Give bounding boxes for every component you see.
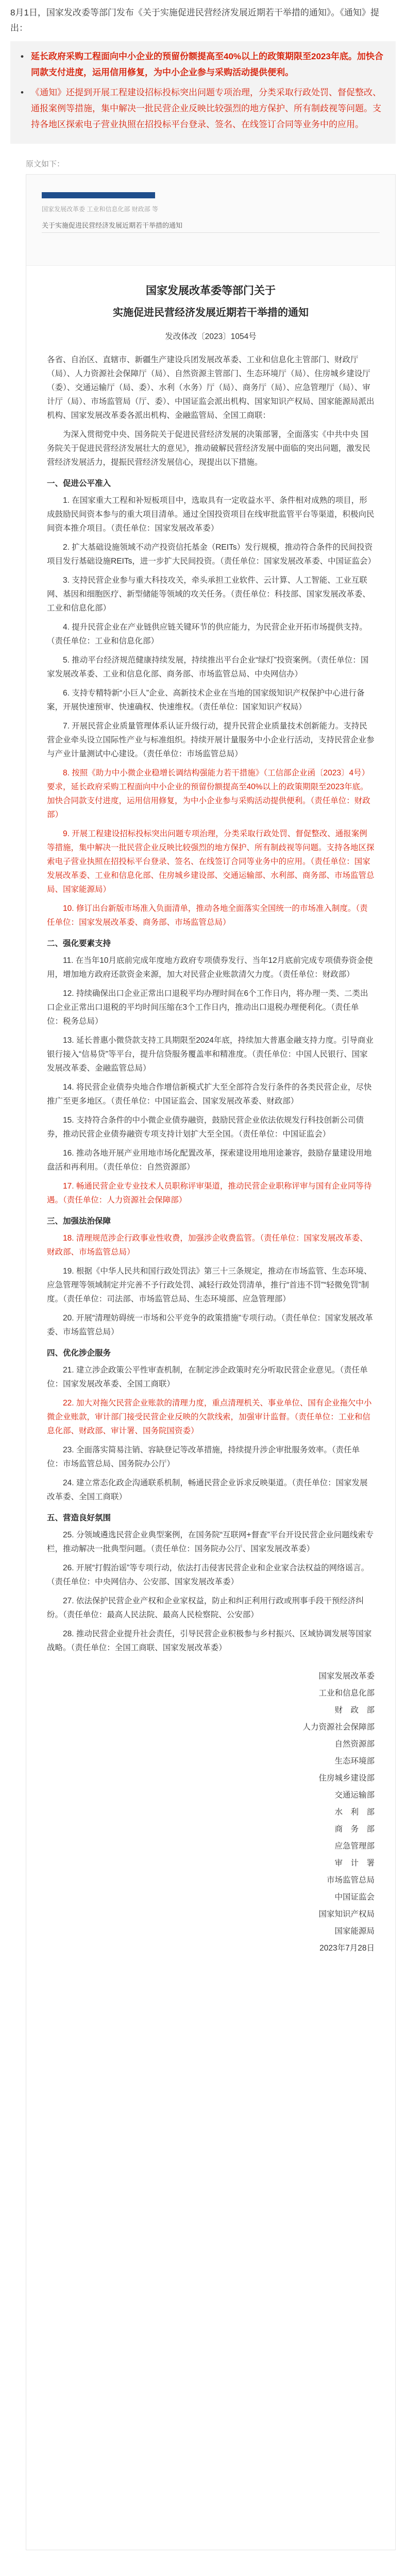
clause: 25. 分领域遴选民营企业典型案例，在国务院“互联网+督查”平台开设民营企业问题线索专栏，推动解决一批典型问题。（责任单位：国务院办公厅、国家发展改革委）	[47, 1531, 374, 1553]
clause: 27. 依法保护民营企业产权和企业家权益，防止和纠正利用行政或刑事手段干预经济纠纷。（责任单位：最高人民法院、最高人民检察院、公安部）	[47, 1597, 364, 1619]
clause-highlighted: 17. 畅通民营企业专业技术人员职称评审渠道，推动民营企业职称评审与国有企业同等待遇。（责任单位：人力资源社会保障部）	[47, 1182, 372, 1205]
clause: 23. 全面落实简易注销、容缺登记等改革措施，持续提升涉企审批服务效率。（责任单位：市场监管总局、国务院办公厅）	[47, 1446, 360, 1468]
clause: 15. 支持符合条件的中小微企业债券融资，鼓励民营企业依法依规发行科技创新公司债券，推动民营企业债券融资专项支持计划扩大至全国。（责任单位：中国证监会）	[47, 1116, 364, 1139]
signature-line: 人力资源社会保障部	[302, 1723, 375, 1732]
signature-line: 住房城乡建设部	[318, 1774, 375, 1783]
header-subtitle: 关于实施促进民营经济发展近期若干举措的通知	[42, 222, 183, 229]
intro-paragraph	[10, 5, 396, 36]
doc-title-line2: 实施促进民营经济发展近期若干举措的通知	[113, 307, 309, 318]
signature-line: 商 务 部	[334, 1825, 375, 1834]
signature-line: 自然资源部	[334, 1740, 375, 1749]
callout-box	[10, 41, 396, 144]
document-date: 2023年7月28日	[319, 1944, 375, 1953]
clause: 20. 开展“清理妨碍统一市场和公平竞争的政策措施”专项行动。（责任单位：国家发展改革委、市场监管总局）	[47, 1314, 373, 1336]
clause: 7. 开展民营企业质量管理体系认证升级行动，提升民营企业质量技术创新能力。支持民营企业牵头设立国际性产业与标准组织。持续开展计量服务中小企业行活动，支持民营企业参与产业计量测试中心建设。（责任单位：市场监管总局）	[47, 722, 375, 758]
clause: 19. 根据《中华人民共和国行政处罚法》第三十三条规定，推动在市场监管、生态环境、应急管理等领域制定并完善不予行政处罚、减轻行政处罚清单，推行“首违不罚”“轻微免罚”制度。（责任单位：司法部、市场监管总局、生态环境部、应急管理部）	[47, 1267, 372, 1303]
clause: 4. 提升民营企业在产业链供应链关键环节的供应能力，为民营企业开拓市场提供支持。（责任单位：工业和信息化部）	[47, 623, 367, 646]
signature-line: 国家知识产权局	[318, 1910, 375, 1919]
preamble: 为深入贯彻党中央、国务院关于促进民营经济发展的决策部署，全面落实《中共中央 国务院关于促进民营经济发展壮大的意见》，推动破解民营经济发展中面临的突出问题，激发民营经济发展活力，提振民营经济发展信心，现提出以下措施。	[47, 430, 370, 467]
clause: 13. 延长普惠小微贷款支持工具期限至2024年底，持续加大普惠金融支持力度。引导商业银行接入“信易贷”等平台，提升信贷服务覆盖率和精准度。（责任单位：中国人民银行、国家发展改革委、金融监管总局）	[47, 1036, 374, 1073]
signature-line: 国家能源局	[334, 1927, 375, 1936]
document-image	[26, 174, 396, 2550]
signature-line: 水 利 部	[334, 1808, 375, 1817]
clause: 24. 建立常态化政企沟通联系机制，畅通民营企业诉求反映渠道。（责任单位：国家发展改革委、全国工商联）	[47, 1479, 368, 1501]
clause: 16. 推动各地开展产业用地市场化配置改革，探索建设用地用途兼容，鼓励存量建设用地盘活和再利用。（责任单位：自然资源部）	[47, 1149, 372, 1172]
document-body	[26, 266, 395, 1974]
document-header	[26, 175, 395, 266]
header-divider	[42, 232, 380, 233]
source-label: 原文如下：	[26, 160, 65, 168]
header-meta: 国家发展改革委 工业和信息化部 财政部 等	[42, 206, 159, 213]
callout-item: • 延长政府采购工程面向中小企业的预留份额提高至40%以上的政策期限至2023年底。加快合同款支付进度，运用信用修复，为中小企业参与采购活动提供便利。	[20, 48, 386, 80]
signature-line: 审 计 署	[334, 1859, 375, 1868]
intro-lead: 8月1日，国家发改委等部门发布《关于实施促进民营经济发展近期若干举措的通知》。《通知》提出：	[10, 8, 379, 33]
signature-line: 国家发展改革委	[318, 1672, 375, 1681]
clause: 5. 推动平台经济规范健康持续发展，持续推出平台企业“绿灯”投资案例。（责任单位：国家发展改革委、工业和信息化部、商务部、市场监管总局、中央网信办）	[47, 656, 369, 679]
section-heading: 二、强化要素支持	[47, 939, 111, 948]
signature-line: 工业和信息化部	[318, 1689, 375, 1698]
clause: 28. 推动民营企业提升社会责任，引导民营企业积极参与乡村振兴、区域协调发展等国家战略。（责任单位：全国工商联、国家发展改革委）	[47, 1630, 372, 1652]
signature-line: 市场监管总局	[326, 1876, 375, 1885]
doc-title-line1: 国家发展改革委等部门关于	[146, 285, 276, 297]
clause: 11. 在当年10月底前完成年度地方政府专项债券发行、当年12月底前完成专项债券资金使用，增加地方政府还款资金来源，加大对民营企业账款清欠力度。（责任单位：财政部）	[47, 956, 373, 979]
clause: 1. 在国家重大工程和补短板项目中，选取具有一定收益水平、条件相对成熟的项目，形成鼓励民间资本参与的重大项目清单。通过全国投资项目在线审批监管平台等渠道，积极向民间资本推介项目。（责任单位：国家发展改革委）	[47, 496, 375, 533]
clause: 3. 支持民营企业参与重大科技攻关，牵头承担工业软件、云计算、人工智能、工业互联网、基因和细胞医疗、新型储能等领域的攻关任务。（责任单位：科技部、国家发展改革委、工业和信息化部）	[47, 576, 370, 613]
clause-highlighted: 22. 加大对拖欠民营企业账款的清理力度，重点清理机关、事业单位、国有企业拖欠中小微企业账款，审计部门接受民营企业反映的欠款线索，加强审计监督。（责任单位：工业和信息化部、财政部、审计署、国务院国资委）	[47, 1399, 372, 1435]
signature-line: 生态环境部	[334, 1757, 375, 1766]
clause: 12. 持续确保出口企业正常出口退税平均办理时间在6个工作日内，将办理一类、二类出口企业正常出口退税的平均时间压缩在3个工作日内，推动出口退税办理便利化。（责任单位：税务总局）	[47, 989, 368, 1026]
section-heading: 四、优化涉企服务	[47, 1349, 111, 1358]
clause: 21. 建立涉企政策公平性审查机制，在制定涉企政策时充分听取民营企业意见。（责任单位：国家发展改革委、全国工商联）	[47, 1366, 368, 1388]
clause-highlighted: 8. 按照《助力中小微企业稳增长调结构强能力若干措施》（工信部企业函〔2023〕4号）要求，延长政府采购工程面向中小企业的预留份额提高至40%以上的政策期限至2023年底。加快合同款支付进度，运用信用修复，为中小企业参与采购活动提供便利。（责任单位：财政部）	[47, 769, 370, 819]
doc-number: 发改体改〔2023〕1054号	[165, 332, 257, 341]
signature-line: 中国证监会	[334, 1893, 375, 1902]
clause: 26. 开展“打假治谣”等专项行动，依法打击侵害民营企业和企业家合法权益的网络谣言。（责任单位：中央网信办、公安部、国家发展改革委）	[47, 1564, 369, 1586]
callout-item: • 《通知》还提到开展工程建设招标投标突出问题专项治理，分类采取行政处罚、督促整改、通报案例等措施，集中解决一批民营企业反映比较强烈的地方保护、所有制歧视等问题。支持各地区探索电子营业执照在招投标平台登录、签名、在线签订合同等业务中的应用。	[20, 84, 386, 132]
salutation: 各省、自治区、直辖市、新疆生产建设兵团发展改革委、工业和信息化主管部门、财政厅（局）、人力资源社会保障厅（局）、自然资源主管部门、生态环境厅（局）、住房城乡建设厅（委）、交通运输厅（局、委）、水利（水务）厅（局）、商务厅（局）、应急管理厅（局）、审计厅（局）、市场监管局（厅、委）、中国证监会派出机构、国家知识产权局、国家能源局派出机构、国家发展改革委各派出机构、金融监管局、全国工商联：	[47, 355, 375, 420]
clause: 6. 支持专精特新“小巨人”企业、高新技术企业在当地的国家级知识产权保护中心进行备案，开展快速预审、快速确权、快速维权。（责任单位：国家知识产权局）	[47, 689, 365, 711]
section-heading: 三、加强法治保障	[47, 1217, 111, 1226]
signature-line: 交通运输部	[334, 1791, 375, 1800]
section-heading: 五、营造良好氛围	[47, 1514, 111, 1522]
clause: 2. 扩大基础设施领域不动产投资信托基金（REITs）发行规模，推动符合条件的民间投资项目发行基础设施REITs，进一步扩大民间投资。（责任单位：国家发展改革委、中国证监会）	[47, 543, 376, 566]
clause-highlighted: 18. 清理规范涉企行政事业性收费，加强涉企收费监管。（责任单位：国家发展改革委、财政部、市场监管总局）	[47, 1234, 368, 1257]
header-bar	[42, 192, 155, 198]
clause-highlighted: 10. 修订出台新版市场准入负面清单，推动各地全面落实全国统一的市场准入制度。（责任单位：国家发展改革委、商务部、市场监管总局）	[47, 904, 368, 927]
clause: 14. 将民营企业债券央地合作增信新模式扩大至全部符合发行条件的各类民营企业，尽快推广至更多地区。（责任单位：中国证监会、国家发展改革委、财政部）	[47, 1083, 372, 1106]
signature-line: 财 政 部	[334, 1706, 375, 1715]
section-heading: 一、促进公平准入	[47, 479, 111, 488]
clause-highlighted: 9. 开展工程建设招标投标突出问题专项治理，分类采取行政处罚、督促整改、通报案例等措施，集中解决一批民营企业反映比较强烈的地方保护、所有制歧视等问题。支持各地区探索电子营业执照在招投标平台登录、签名、在线签订合同等业务中的应用。（责任单位：国家发展改革委、工业和信息化部、住房城乡建设部、交通运输部、水利部、商务部、市场监管总局、国家能源局）	[47, 829, 375, 894]
signature-line: 应急管理部	[334, 1842, 375, 1851]
